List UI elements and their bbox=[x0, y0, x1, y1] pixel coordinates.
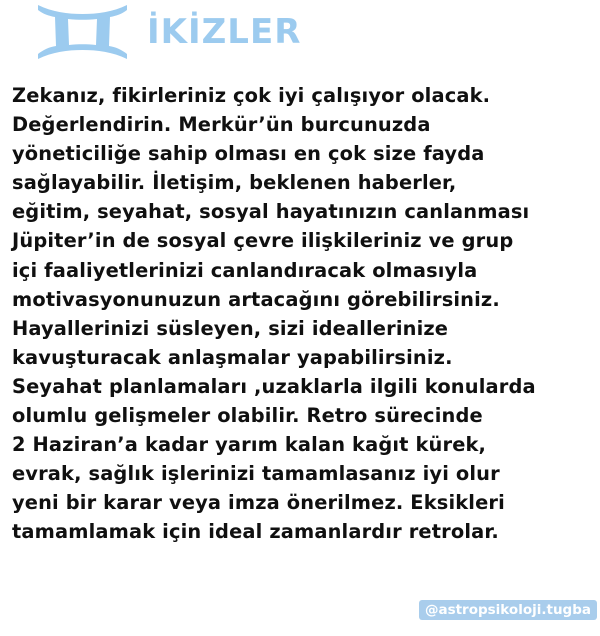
text-line: Jüpiter’in de sosyal çevre ilişkileriniz ve grup bbox=[12, 229, 514, 253]
text-line: evrak, sağlık işlerinizi tamamlasanız iyi olur bbox=[12, 462, 500, 486]
text-line: içi faaliyetlerinizi canlandıracak olmasıyla bbox=[12, 258, 478, 282]
text-line: 2 Haziran’a kadar yarım kalan kağıt kürek, bbox=[12, 433, 487, 457]
text-line: Zekanız, fikirleriniz çok iyi çalışıyor olacak. bbox=[12, 84, 491, 107]
author-watermark: @astropsikoloji.tugba bbox=[419, 600, 597, 620]
text-line: olumlu gelişmeler olabilir. Retro sürecinde bbox=[12, 404, 483, 428]
text-line: sağlayabilir. İletişim, beklenen haberler, bbox=[12, 171, 457, 195]
text-line: yöneticiliğe sahip olması en çok size fayda bbox=[12, 142, 485, 166]
text-line: yeni bir karar veya imza önerilmez. Eksikleri bbox=[12, 491, 505, 515]
text-line: tamamlamak için ideal zamanlardır retrolar. bbox=[12, 520, 499, 544]
gemini-zodiac-icon bbox=[36, 0, 129, 63]
text-line: Hayallerinizi süsleyen, sizi ideallerinize bbox=[12, 316, 449, 340]
text-line: kavuşturacak anlaşmalar yapabilirsiniz. bbox=[12, 345, 453, 369]
text-line: Değerlendirin. Merkür’ün burcunuzda bbox=[12, 113, 431, 137]
text-line: eğitim, seyahat, sosyal hayatınızın canlanması bbox=[12, 200, 530, 224]
zodiac-sign-title: İKİZLER bbox=[147, 12, 302, 52]
text-line: Seyahat planlamaları ,uzaklarla ilgili konularda bbox=[12, 374, 536, 398]
horoscope-text bbox=[12, 81, 597, 547]
header bbox=[33, 0, 593, 78]
text-line: motivasyonunuzun artacağını görebilirsiniz. bbox=[12, 287, 500, 311]
